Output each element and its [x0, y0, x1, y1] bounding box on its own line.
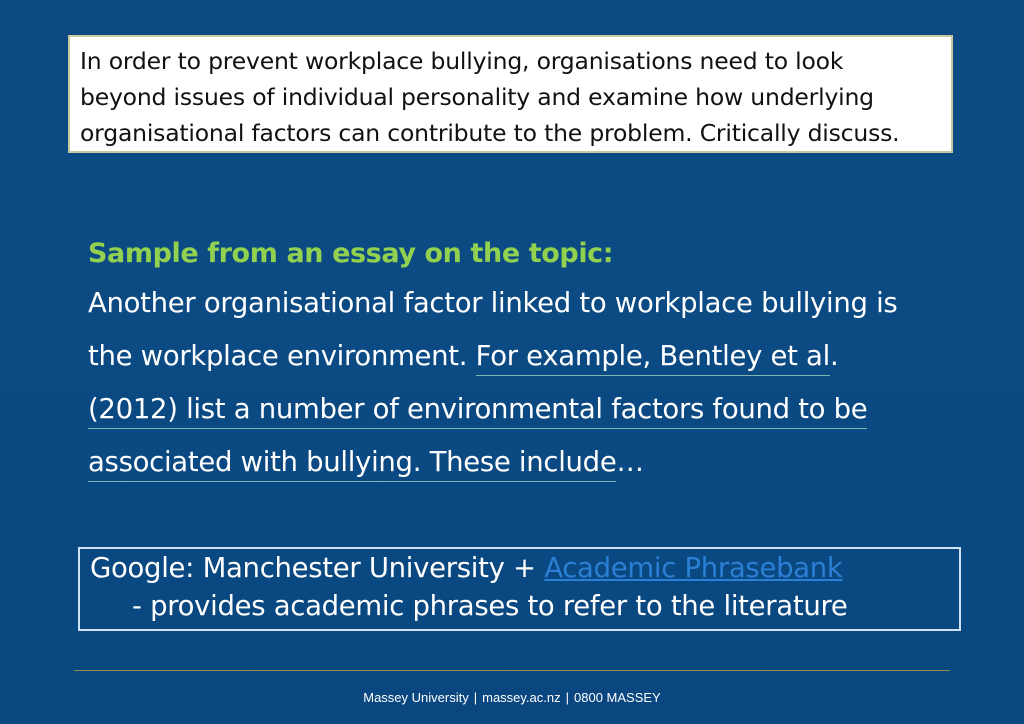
- essay-question-line-2: beyond issues of individual personality and examine how underlying: [80, 83, 874, 111]
- google-tip-prefix: Google: Manchester University +: [90, 552, 545, 584]
- academic-phrasebank-link[interactable]: Academic Phrasebank: [544, 552, 843, 584]
- sample-line-4: [88, 436, 948, 489]
- footer-separator: |: [473, 690, 478, 705]
- footer-website: massey.ac.nz: [482, 690, 561, 705]
- sample-line-1-text: Another organisational factor linked to workplace bullying is: [88, 287, 898, 319]
- sample-line-2: [88, 330, 948, 383]
- footer: [0, 689, 1024, 707]
- sample-heading: Sample from an essay on the topic:: [88, 238, 614, 269]
- essay-question-line-1: In order to prevent workplace bullying, organisations need to look: [80, 47, 844, 75]
- footer-phone: 0800 MASSEY: [574, 690, 661, 705]
- sample-line-4-end: …: [616, 446, 644, 478]
- sample-line-3-underlined: (2012) list a number of environmental factors found to be: [88, 393, 867, 429]
- sample-line-4-underlined: associated with bullying. These include: [88, 446, 616, 482]
- google-tip-line-1: [90, 549, 949, 587]
- footer-divider: [74, 670, 950, 671]
- sample-line-2-end: .: [829, 340, 839, 372]
- essay-question-line-3: organisational factors can contribute to the problem. Critically discuss.: [80, 119, 900, 147]
- sample-line-2-text: the workplace environment.: [88, 340, 476, 372]
- essay-sample: [88, 231, 948, 489]
- footer-university: Massey University: [363, 690, 469, 705]
- footer-separator: |: [565, 690, 570, 705]
- sample-line-1: [88, 277, 948, 330]
- sample-line-2-underlined: For example, Bentley et al: [476, 340, 830, 376]
- sample-line-3: [88, 383, 948, 436]
- essay-question-box: [68, 35, 953, 153]
- google-tip-line-2: - provides academic phrases to refer to the literature: [132, 590, 848, 622]
- google-tip-box: [78, 547, 961, 631]
